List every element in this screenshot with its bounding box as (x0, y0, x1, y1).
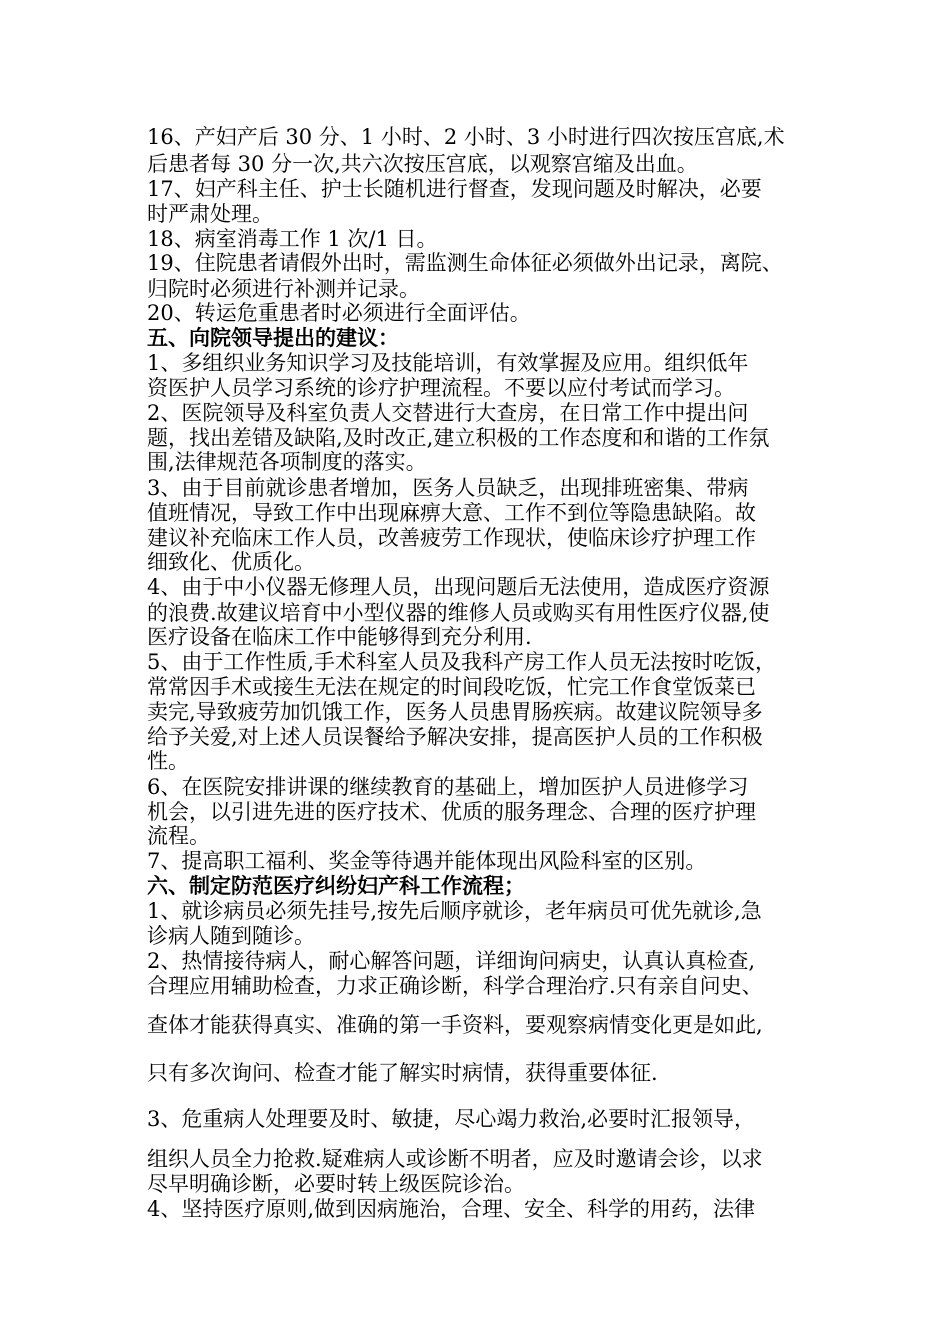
text-line: 围,法律规范各项制度的落实。 (147, 450, 427, 474)
text-line: 值班情况，导致工作中出现麻痹大意、工作不到位等隐患缺陷。故 (147, 501, 756, 525)
text-line: 3、危重病人处理要及时、敏捷，尽心竭力救治,必要时汇报领导， (147, 1107, 756, 1131)
text-line: 细致化、优质化。 (147, 550, 315, 574)
text-line: 4、由于中小仪器无修理人员，出现问题后无法使用，造成医疗资源 (147, 575, 770, 599)
text-line: 给予关爱,对上述人员误餐给予解决安排，提高医护人员的工作积极 (147, 725, 763, 749)
text-line: 1、就诊病员必须先挂号,按先后顺序就诊，老年病员可优先就诊,急 (147, 899, 762, 923)
text-line: 合理应用辅助检查，力求正确诊断，科学合理治疗.只有亲自问史、 (147, 974, 763, 998)
text-line: 4、坚持医疗原则,做到因病施治，合理、安全、科学的用药，法律 (147, 1197, 756, 1221)
text-line: 卖完,导致疲劳加饥饿工作，医务人员患胃肠疾病。故建议院领导多 (147, 700, 763, 724)
text-line: 5、由于工作性质,手术科室人员及我科产房工作人员无法按时吃饭， (147, 650, 777, 674)
text-line: 查体才能获得真实、准确的第一手资料，要观察病情变化更是如此, (147, 1013, 763, 1037)
text-line: 2、医院领导及科室负责人交替进行大查房，在日常工作中提出问 (147, 401, 749, 425)
text-line: 20、转运危重患者时必须进行全面评估。 (147, 301, 531, 325)
text-line: 归院时必须进行补测并记录。 (147, 277, 420, 301)
text-line: 组织人员全力抢救.疑难病人或诊断不明者，应及时邀请会诊，以求 (147, 1147, 763, 1171)
text-line: 建议补充临床工作人员，改善疲劳工作现状，使临床诊疗护理工作 (147, 526, 756, 550)
text-line: 性。 (147, 749, 189, 773)
text-line: 诊病人随到随诊。 (147, 924, 315, 948)
text-line: 尽早明确诊断，必要时转上级医院诊治。 (147, 1172, 525, 1196)
text-line: 后患者每 30 分一次,共六次按压宫底，以观察宫缩及出血。 (147, 152, 698, 176)
text-line: 7、提高职工福利、奖金等待遇并能体现出风险科室的区别。 (147, 849, 707, 873)
text-line: 1、多组织业务知识学习及技能培训，有效掌握及应用。组织低年 (147, 351, 749, 375)
text-line: 医疗设备在临床工作中能够得到充分利用. (147, 625, 532, 649)
text-line: 机会，以引进先进的医疗技术、优质的服务理念、合理的医疗护理 (147, 800, 756, 824)
text-line: 时严肃处理。 (147, 202, 273, 226)
text-line: 的浪费.故建议培育中小型仪器的维修人员或购买有用性医疗仪器,使 (147, 601, 770, 625)
text-line: 16、产妇产后 30 分、1 小时、2 小时、3 小时进行四次按压宫底,术 (147, 125, 785, 149)
section-heading: 五、向院领导提出的建议： (147, 325, 399, 350)
text-line: 17、妇产科主任、护士长随机进行督查，发现问题及时解决，必要 (147, 177, 762, 201)
text-line: 题，找出差错及缺陷,及时改正,建立积极的工作态度和和谐的工作氛 (147, 426, 770, 450)
text-line: 流程。 (147, 824, 210, 848)
section-heading: 六、制定防范医疗纠纷妇产科工作流程； (147, 873, 525, 898)
text-line: 6、在医院安排讲课的继续教育的基础上，增加医护人员进修学习 (147, 775, 749, 799)
text-line: 只有多次询问、检查才能了解实时病情，获得重要体征. (147, 1061, 658, 1085)
text-line: 2、热情接待病人，耐心解答问题，详细询问病史，认真认真检查, (147, 949, 756, 973)
text-line: 常常因手术或接生无法在规定的时间段吃饭，忙完工作食堂饭菜已 (147, 675, 756, 699)
text-line: 资医护人员学习系统的诊疗护理流程。不要以应付考试而学习。 (147, 376, 735, 400)
text-line: 3、由于目前就诊患者增加，医务人员缺乏，出现排班密集、带病 (147, 476, 749, 500)
text-line: 18、病室消毒工作 1 次/1 日。 (147, 227, 438, 251)
text-line: 19、住院患者请假外出时，需监测生命体征必须做外出记录，离院、 (147, 251, 783, 275)
